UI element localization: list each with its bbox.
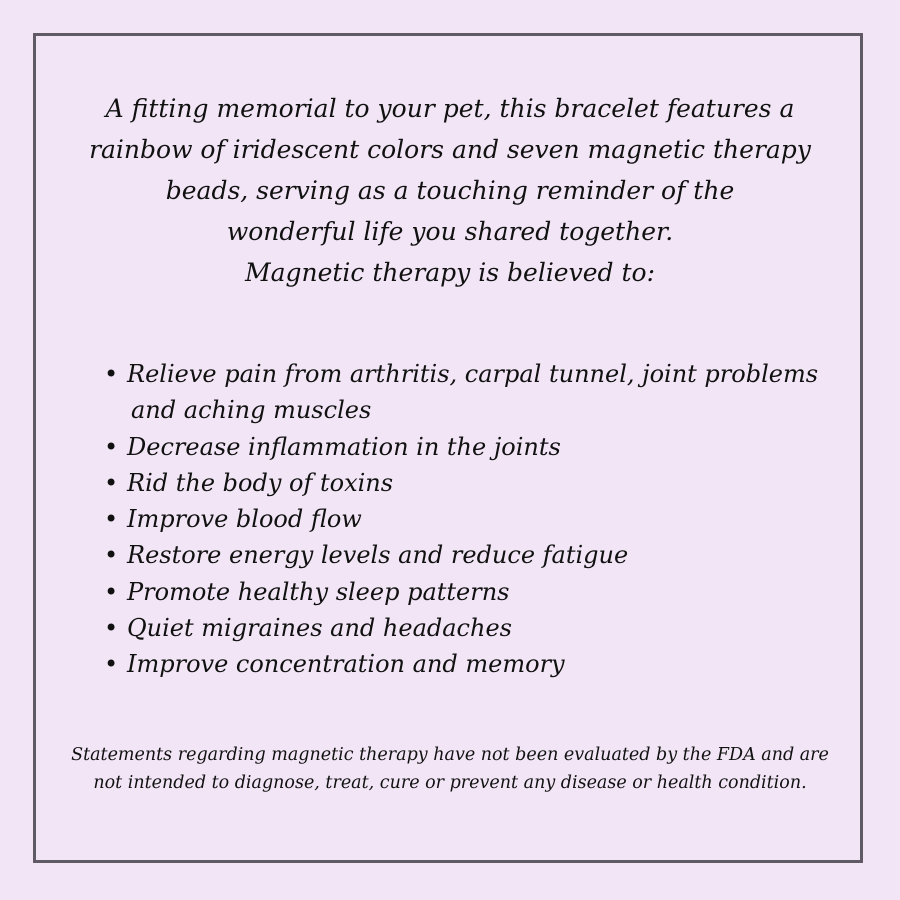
list-item-text: Improve blood flow (127, 505, 362, 534)
list-item-text: Quiet migraines and headaches (127, 614, 512, 643)
intro-line: A fitting memorial to your pet, this bracelet features a (105, 94, 795, 123)
intro-line: wonderful life you shared together. (226, 217, 674, 246)
intro-lead-in: Magnetic therapy is believed to: (244, 258, 655, 287)
list-item (104, 356, 824, 429)
bullet-icon: • (104, 614, 119, 643)
list-item-text: Restore energy levels and reduce fatigue (127, 541, 629, 570)
bullet-icon: • (104, 505, 119, 534)
bullet-icon: • (104, 360, 119, 388)
bullet-icon: • (104, 432, 119, 461)
list-item-text: Relieve pain from arthritis, carpal tunnel, joint problems (127, 360, 819, 388)
disclaimer-line: not intended to diagnose, treat, cure or prevent any disease or health condition. (93, 773, 807, 793)
list-item-continuation: and aching muscles (131, 396, 372, 425)
fda-disclaimer (0, 741, 900, 797)
benefits-list (104, 356, 824, 683)
list-item-text: Rid the body of toxins (127, 468, 394, 497)
bullet-icon: • (104, 577, 119, 606)
list-item (104, 537, 824, 573)
bullet-icon: • (104, 541, 119, 570)
list-item (104, 465, 824, 501)
list-item (104, 501, 824, 537)
bullet-icon: • (104, 650, 119, 679)
intro-line: beads, serving as a touching reminder of the (165, 176, 735, 205)
disclaimer-line: Statements regarding magnetic therapy have not been evaluated by the FDA and are (71, 745, 829, 765)
list-item (104, 646, 824, 682)
list-item (104, 429, 824, 465)
list-item-text: Decrease inflammation in the joints (127, 432, 561, 461)
list-item (104, 574, 824, 610)
list-item-text: Promote healthy sleep patterns (127, 577, 510, 606)
bullet-icon: • (104, 468, 119, 497)
list-item (104, 610, 824, 646)
list-item-text: Improve concentration and memory (127, 650, 565, 679)
intro-paragraph (0, 88, 900, 293)
intro-line: rainbow of iridescent colors and seven magnetic therapy (89, 135, 811, 164)
